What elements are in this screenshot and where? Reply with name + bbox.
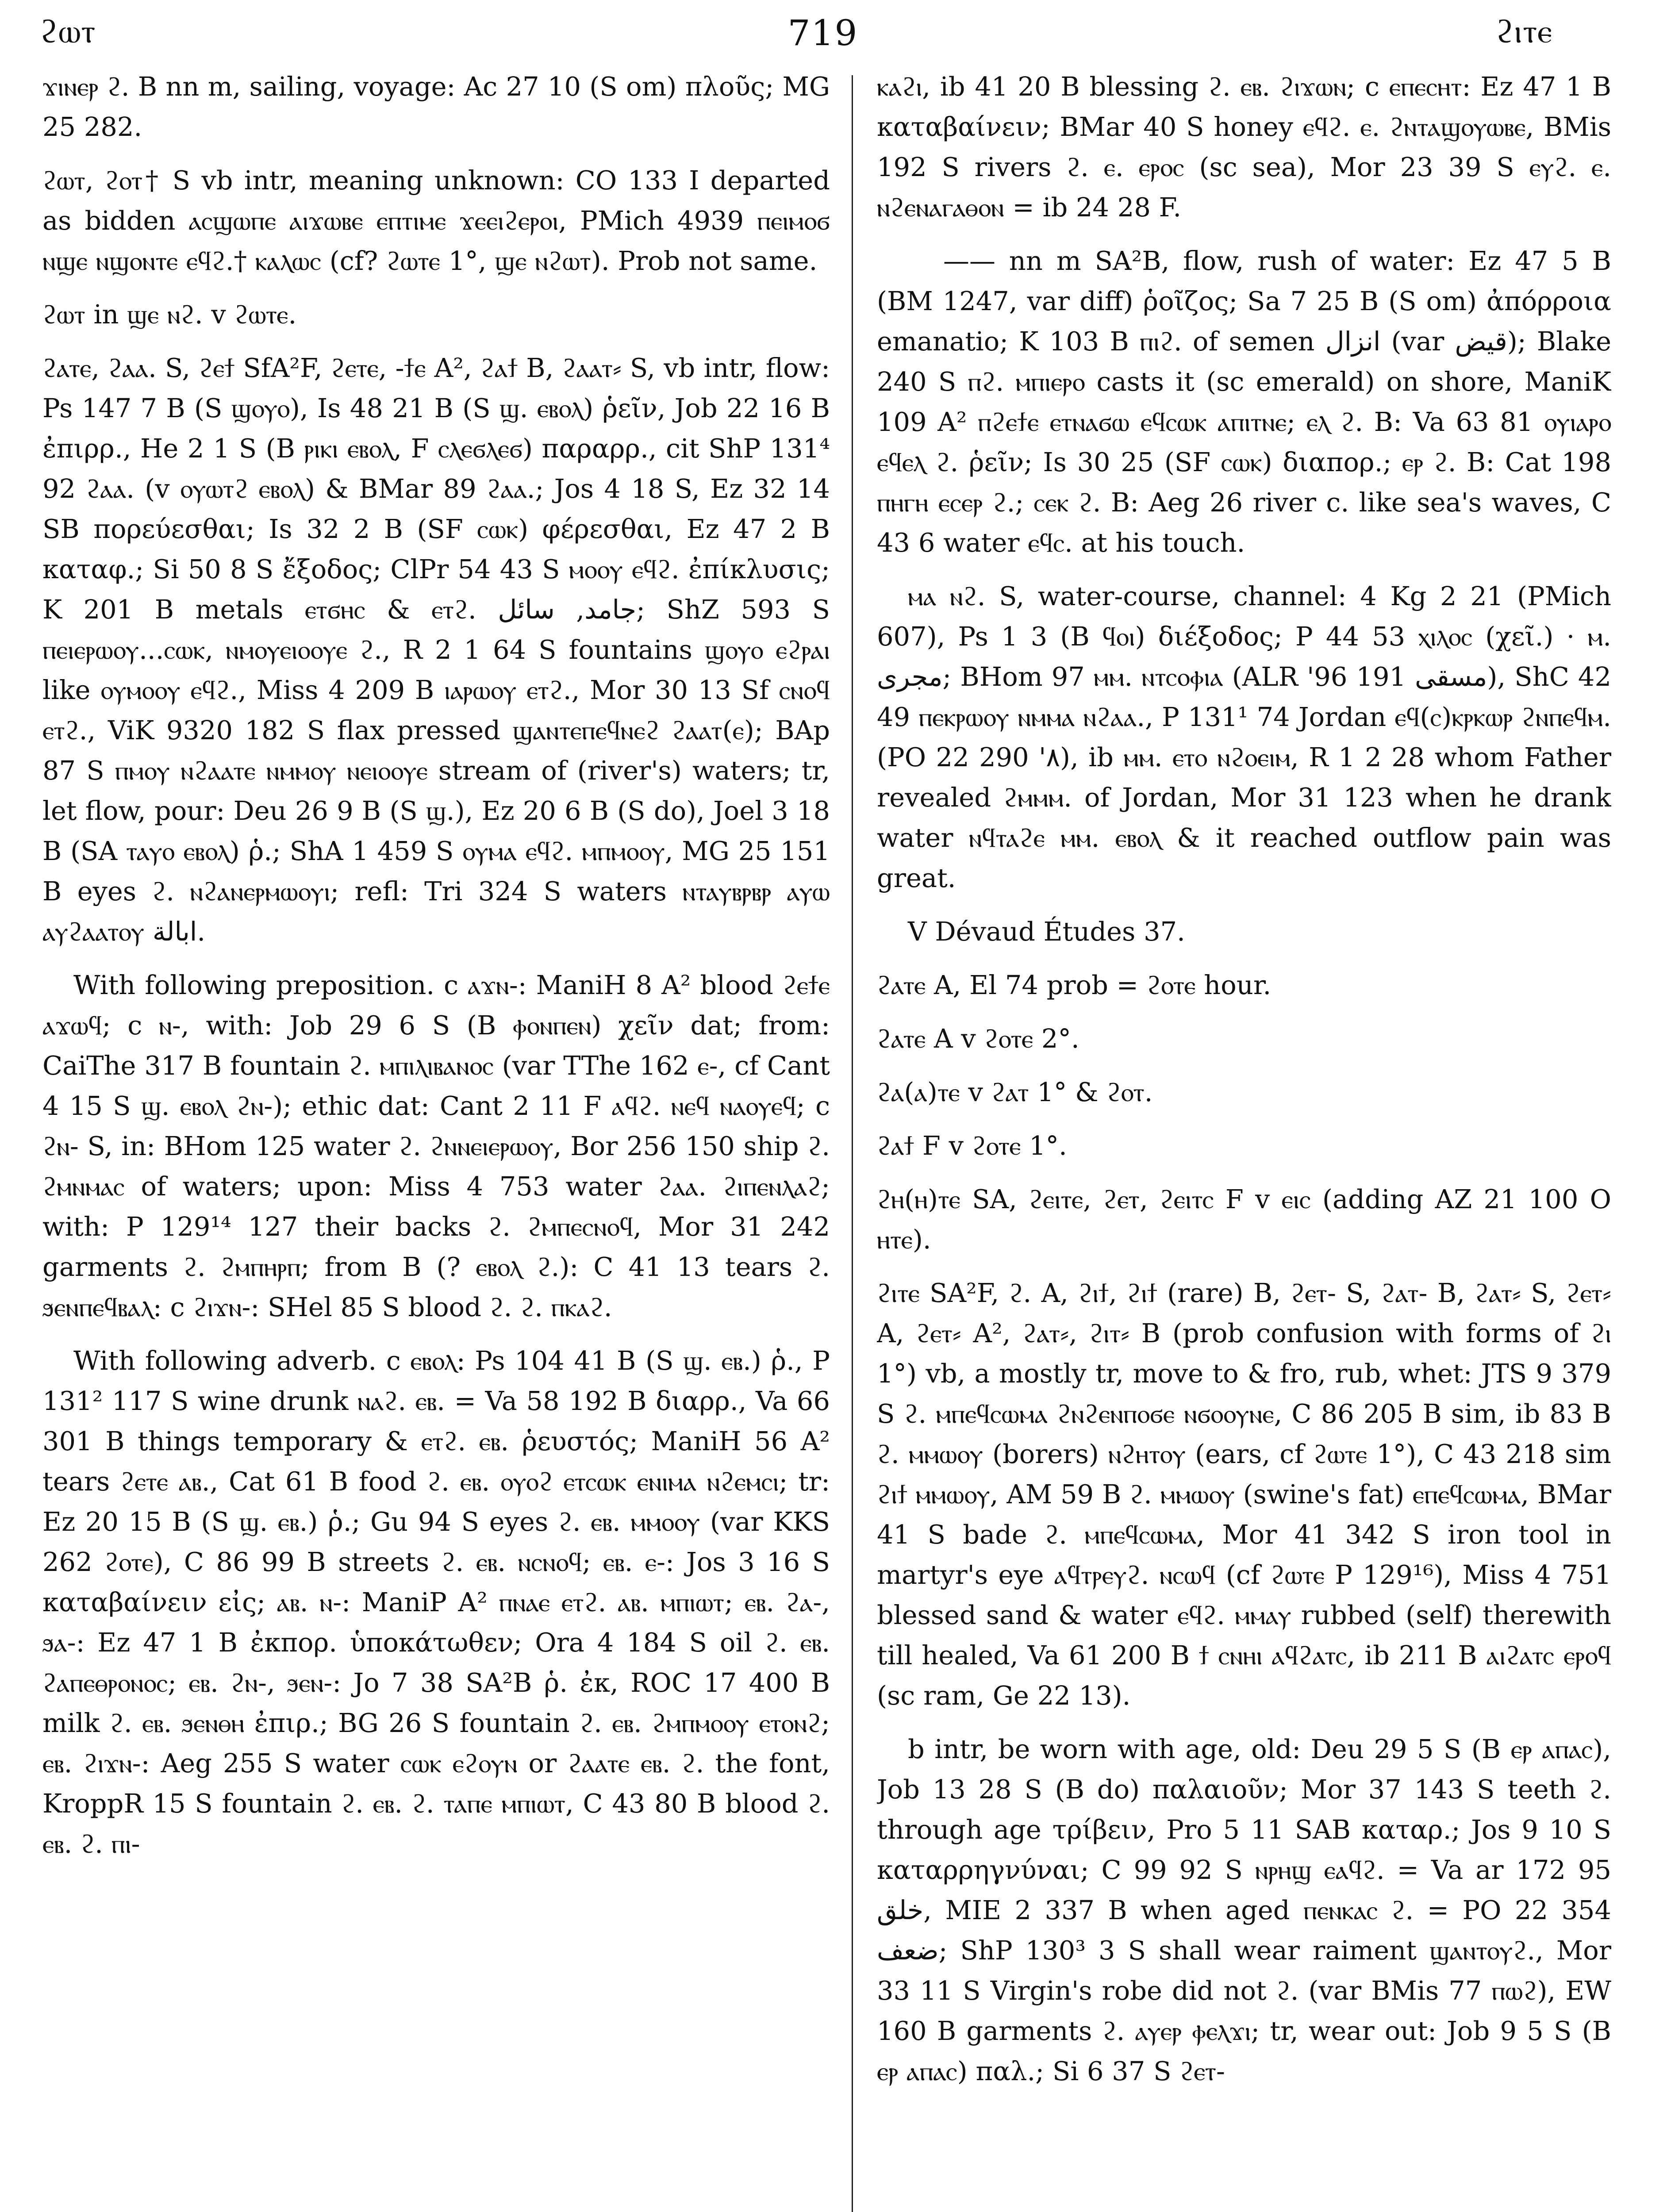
entry-paragraph: With following adverb. c ⲉⲃⲟⲗ: Ps 104 41 B (S ϣ. ⲉⲃ.) ῥ., P 131² 117 S wine drunk ⲛⲁϩ. ⲉⲃ. = Va 58 192 B διαρρ., Va 66 301 B things temporary & ⲉⲧϩ. ⲉⲃ. ῥευστός; ManiH 56 A² tears ϩⲉⲧⲉ ⲁⲃ., Cat 61 B food ϩ. ⲉⲃ. ⲟⲩⲟϩ ⲉⲧⲥⲱⲕ ⲉⲛⲓⲙⲁ ⲛϩⲉⲙⲥⲓ; tr: Ez 20 15 B (S ϣ. ⲉⲃ.) ῥ.; Gu 94 S eyes ϩ. ⲉⲃ. ⲙⲙⲟⲟⲩ (var KKS 262 ϩⲟⲧⲉ), C 86 99 B streets ϩ. ⲉⲃ. ⲛⲥⲛⲟϥ; ⲉⲃ. ⲉ-: Jos 3 16 S καταβαίνειν εἰς; ⲁⲃ. ⲛ-: ManiP A² ⲡⲛⲁⲉ ⲉⲧϩ. ⲁⲃ. ⲙⲡⲓⲱⲧ; ⲉⲃ. ϩⲁ-, ϧⲁ-: Ez 47 1 B ἐκπορ. ὑποκάτωθεν; Ora 4 184 S oil ϩ. ⲉⲃ. ϩⲁⲡⲉⲑⲣⲟⲛⲟⲥ; ⲉⲃ. ϩⲛ-, ϧⲉⲛ-: Jo 7 38 SA²B ῥ. ἐκ, ROC 17 400 B milk ϩ. ⲉⲃ. ϧⲉⲛⲑⲏ ἐπιρ.; BG 26 S fountain ϩ. ⲉⲃ. ϩⲙⲡⲙⲟⲟⲩ ⲉⲧⲟⲛϩ; ⲉⲃ. ϩⲓϫⲛ-: Aeg 255 S water ⲥⲱⲕ ⲉϩⲟⲩⲛ or ϩⲁⲁⲧⲉ ⲉⲃ. ϩ. the font, KroppR 15 S fountain ϩ. ⲉⲃ. ϩ. ⲧⲁⲡⲉ ⲙⲡⲓⲱⲧ, C 43 80 B blood ϩ. ⲉⲃ. ϩ. ⲡⲓ-: [42, 1345, 830, 1859]
entry-paragraph: ϩⲁⲧⲉ, ϩⲁⲁ. S, ϩⲉϯ SfA²F, ϩⲉⲧⲉ, -ϯⲉ A², ϩⲁϯ B, ϩⲁⲁⲧ⸗ S, vb intr, flow: Ps 147 7 B (S ϣⲟⲩⲟ), Is 48 21 B (S ϣ. ⲉⲃⲟⲗ) ῥεῖν, Job 22 16 B ἐπιρρ., He 2 1 S (B ⲣⲓⲕⲓ ⲉⲃⲟⲗ, F ⲥⲗⲉϭⲗⲉϭ) παραρρ., cit ShP 131⁴ 92 ϩⲁⲁ. (v ⲟⲩⲱⲧϩ ⲉⲃⲟⲗ) & BMar 89 ϩⲁⲁ.; Jos 4 18 S, Ez 32 14 SB πορεύεσθαι; Is 32 2 B (SF ⲥⲱⲕ) φέρεσθαι, Ez 47 2 B καταφ.; Si 50 8 S ἔξοδος; ClPr 54 43 S ⲙⲟⲟⲩ ⲉϥϩ. ἐπίκλυσις; K 201 B metals ⲉⲧϭⲏⲥ & ⲉⲧϩ. جامد, سائل; ShZ 593 S ⲡⲉⲓⲉⲣⲱⲟⲩ...ⲥⲱⲕ, ⲛⲙⲟⲩⲉⲓⲟⲟⲩⲉ ϩ., R 2 1 64 S fountains ϣⲟⲩⲟ ⲉϩⲣⲁⲓ like ⲟⲩⲙⲟⲟⲩ ⲉϥϩ., Miss 4 209 B ⲓⲁⲣⲱⲟⲩ ⲉⲧϩ., Mor 30 13 Sf ⲥⲛⲟϥ ⲉⲧϩ., ViK 9320 182 S flax pressed ϣⲁⲛⲧⲉⲡⲉϥⲛⲉϩ ϩⲁⲁⲧ(ⲉ); BAp 87 S ⲡⲙⲟⲩ ⲛϩⲁⲁⲧⲉ ⲛⲙⲙⲟⲩ ⲛⲉⲓⲟⲟⲩⲉ stream of (river's) waters; tr, let flow, pour: Deu 26 9 B (S ϣ.), Ez 20 6 B (S do), Joel 3 18 B (SA ⲧⲁⲩⲟ ⲉⲃⲟⲗ) ῥ.; ShA 1 459 S ⲟⲩⲙⲁ ⲉϥϩ. ⲙⲡⲙⲟⲟⲩ, MG 25 151 B eyes ϩ. ⲛϩⲁⲛⲉⲣⲙⲱⲟⲩⲓ; refl: Tri 324 S waters ⲛⲧⲁⲩⲃⲣⲃⲣ ⲁⲩⲱ ⲁⲩϩⲁⲁⲧⲟⲩ ابالة.: [42, 353, 830, 947]
entry-paragraph: With following preposition. c ⲁϫⲛ-: ManiH 8 A² blood ϩⲉϯⲉ ⲁϫⲱϥ; c ⲛ-, with: Job 29 6 S (B ⲫⲟⲛⲡⲉⲛ) χεῖν dat; from: CaiThe 317 B fountain ϩ. ⲙⲡⲓⲗⲓⲃⲁⲛⲟⲥ (var TThe 162 ⲉ-, cf Cant 4 15 S ϣ. ⲉⲃⲟⲗ ϩⲛ-); ethic dat: Cant 2 11 F ⲁϥϩ. ⲛⲉϥ ⲛⲁⲟⲩⲉϥ; c ϩⲛ- S, in: BHom 125 water ϩ. ϩⲛⲛⲉⲓⲉⲣⲱⲟⲩ, Bor 256 150 ship ϩ. ϩⲙⲛⲙⲁⲥ of waters; upon: Miss 4 753 water ϩⲁⲁ. ϩⲓⲡⲉⲛⲗⲁϩ; with: P 129¹⁴ 127 their backs ϩ. ϩⲙⲡⲉⲥⲛⲟϥ, Mor 31 242 garments ϩ. ϩⲙⲡⲏⲣⲡ; from B (? ⲉⲃⲟⲗ ϩ.): C 41 13 tears ϩ. ϧⲉⲛⲡⲉϥⲃⲁⲗ: c ϩⲓϫⲛ-: SHel 85 S blood ϩ. ϩ. ⲡⲕⲁϩ.: [42, 970, 830, 1322]
column-divider: [852, 75, 853, 2212]
page-header: [40, 12, 1606, 57]
right-column: [877, 66, 1611, 2212]
entry-paragraph: ϩⲁⲧⲉ A, El 74 prob = ϩⲟⲧⲉ hour.: [877, 970, 1271, 1000]
page-number: 719: [787, 12, 858, 54]
running-head-left: ϩⲱⲧ: [40, 12, 96, 50]
entry-paragraph: ⲙⲁ ⲛϩ. S, water-course, channel: 4 Kg 2 21 (PMich 607), Ps 1 3 (B ϥⲟⲓ) διέξοδος; P 44 53 ⲭⲓⲗⲟⲥ (χεῖ.) · ⲙ. مجری; BHom 97 ⲙⲙ. ⲛⲧⲥⲟⲫⲓⲁ (ALR '96 191 مسقى), ShC 42 49 ⲡⲉⲕⲣⲱⲟⲩ ⲛⲙⲙⲁ ⲛϩⲁⲁ., P 131¹ 74 Jordan ⲉϥ(ⲥ)ⲕⲣⲕⲱⲣ ϩⲛⲡⲉϥⲙ. (PO 22 290 '۸), ib ⲙⲙ. ⲉⲧⲟ ⲛϩⲟⲉⲓⲙ, R 1 2 28 whom Father revealed ϩⲙⲙⲙ. of Jordan, Mor 31 123 when he drank water ⲛϥⲧⲁϩⲉ ⲙⲙ. ⲉⲃⲟⲗ & it reached outflow pain was great.: [877, 581, 1611, 893]
entry-paragraph: ϩⲁ(ⲁ)ⲧⲉ v ϩⲁⲧ 1° & ϩⲟⲧ.: [877, 1077, 1153, 1107]
running-head-right: ϩⲓⲧⲉ: [1495, 12, 1553, 50]
left-column: [42, 66, 830, 2212]
entry-paragraph: V Dévaud Études 37.: [908, 916, 1185, 947]
entry-paragraph: —— nn m SA²B, flow, rush of water: Ez 47 5 B (BM 1247, var diff) ῥοῖζος; Sa 7 25 B (S om) ἀπόρροια emanatio; K 103 B ⲡⲓϩ. of semen انزال (var قيض); Blake 240 S ⲡϩ. ⲙⲡⲓⲉⲣⲟ casts it (sc emerald) on shore, ManiK 109 A² ⲡϩⲉϯⲉ ⲉⲧⲛⲁϭⲱ ⲉϥⲥⲱⲕ ⲁⲡⲓⲧⲛⲉ; ⲉⲗ ϩ. B: Va 63 81 ⲟⲩⲓⲁⲣⲟ ⲉϥⲉⲗ ϩ. ῥεῖν; Is 30 25 (SF ⲥⲱⲕ) διαπορ.; ⲉⲣ ϩ. B: Cat 198 ⲡⲏⲅⲏ ⲉⲥⲉⲣ ϩ.; ⲥⲉⲕ ϩ. B: Aeg 26 river c. like sea's waves, C 43 6 water ⲉϥⲥ. at his touch.: [877, 246, 1611, 558]
entry-paragraph: ϩⲓⲧⲉ SA²F, ϩ. A, ϩⲓϯ, ϩⲓϯ (rare) B, ϩⲉⲧ- S, ϩⲁⲧ- B, ϩⲁⲧ⸗ S, ϩⲉⲧ⸗ A, ϩⲉⲧ⸗ A², ϩⲁⲧ⸗, ϩⲓⲧ⸗ B (prob confusion with forms of ϩⲓ 1°) vb, a mostly tr, move to & fro, rub, whet: JTS 9 379 S ϩ. ⲙⲡⲉϥⲥⲱⲙⲁ ϩⲛϩⲉⲛⲡⲟϭⲉ ⲛϭⲟⲟⲩⲛⲉ, C 86 205 B sim, ib 83 B ϩ. ⲙⲙⲱⲟⲩ (borers) ⲛϩⲏⲧⲟⲩ (ears, cf ϩⲱⲧⲉ 1°), C 43 218 sim ϩⲓϯ ⲙⲙⲱⲟⲩ, AM 59 B ϩ. ⲙⲙⲱⲟⲩ (swine's fat) ⲉⲡⲉϥⲥⲱⲙⲁ, BMar 41 S bade ϩ. ⲙⲡⲉϥⲥⲱⲙⲁ, Mor 41 342 S iron tool in martyr's eye ⲁϥⲧⲣⲉⲩϩ. ⲛⲥⲱϥ (cf ϩⲱⲧⲉ P 129¹⁶), Miss 4 751 blessed sand & water ⲉϥϩ. ⲙⲙⲁⲩ rubbed (self) therewith till healed, Va 61 200 B ϯ ⲥⲛⲏⲓ ⲁϥϩⲁⲧⲥ, ib 211 B ⲁⲓϩⲁⲧⲥ ⲉⲣⲟϥ (sc ram, Ge 22 13).: [877, 1278, 1611, 1711]
entry-paragraph: ⲕⲁϩⲓ, ib 41 20 B blessing ϩ. ⲉⲃ. ϩⲓϫⲱⲛ; c ⲉⲡⲉⲥⲏⲧ: Ez 47 1 B καταβαίνειν; BMar 40 S honey ⲉϥϩ. ⲉ. ϩⲛⲧⲁϣⲟⲩⲱⲃⲉ, BMis 192 S rivers ϩ. ⲉ. ⲉⲣⲟⲥ (sc sea), Mor 23 39 S ⲉⲩϩ. ⲉ. ⲛϩⲉⲛⲁⲅⲁⲑⲟⲛ = ib 24 28 F.: [877, 71, 1611, 223]
entry-paragraph: ϩⲁϯ F v ϩⲟⲧⲉ 1°.: [877, 1130, 1067, 1161]
entry-paragraph: ϩⲱⲧ in ϣⲉ ⲛϩ. v ϩⲱⲧⲉ.: [42, 299, 297, 330]
entry-paragraph: ϩⲏ(ⲏ)ⲧⲉ SA, ϩⲉⲓⲧⲉ, ϩⲉⲧ, ϩⲉⲓⲧⲥ F v ⲉⲓⲥ (adding AZ 21 100 O ⲏⲧⲉ).: [877, 1184, 1611, 1255]
entry-paragraph: ϩⲁⲧⲉ A v ϩⲟⲧⲉ 2°.: [877, 1023, 1079, 1054]
entry-paragraph: b intr, be worn with age, old: Deu 29 5 S (B ⲉⲣ ⲁⲡⲁⲥ), Job 13 28 S (B do) παλαιοῦν; Mor 37 143 S teeth ϩ. through age τρίβειν, Pro 5 11 SAB καταρ.; Jos 9 10 S καταρρηγνύναι; C 99 92 S ⲛⲣⲏϣ ⲉⲁϥϩ. = Va ar 172 95 خلق, MIE 2 337 B when aged ⲡⲉⲛⲕⲁⲥ ϩ. = PO 22 354 ضعف; ShP 130³ 3 S shall wear raiment ϣⲁⲛⲧⲟⲩϩ., Mor 33 11 S Virgin's robe did not ϩ. (var BMis 77 ⲡⲱϩ), EW 160 B garments ϩ. ⲁⲩⲉⲣ ⲫⲉⲗϫⲓ; tr, wear out: Job 9 5 S (B ⲉⲣ ⲁⲡⲁⲥ) παλ.; Si 6 37 S ϩⲉⲧ-: [877, 1734, 1611, 2086]
entry-paragraph: ϫⲓⲛⲉⲣ ϩ. B nn m, sailing, voyage: Ac 27 10 (S om) πλοῦς; MG 25 282.: [42, 71, 830, 142]
entry-paragraph: ϩⲱⲧ, ϩⲟⲧ† S vb intr, meaning unknown: CO 133 I departed as bidden ⲁⲥϣⲱⲡⲉ ⲁⲓϫⲱⲃⲉ ⲉⲡⲧⲓⲙⲉ ϫⲉⲉⲓϩⲉⲣⲟⲓ, PMich 4939 ⲡⲉⲓⲙⲟϭ ⲛϣⲉ ⲛϣⲟⲛⲧⲉ ⲉϥϩ.† ⲕⲁⲗⲱⲥ (cf? ϩⲱⲧⲉ 1°, ϣⲉ ⲛϩⲱⲧ). Prob not same.: [42, 165, 830, 276]
